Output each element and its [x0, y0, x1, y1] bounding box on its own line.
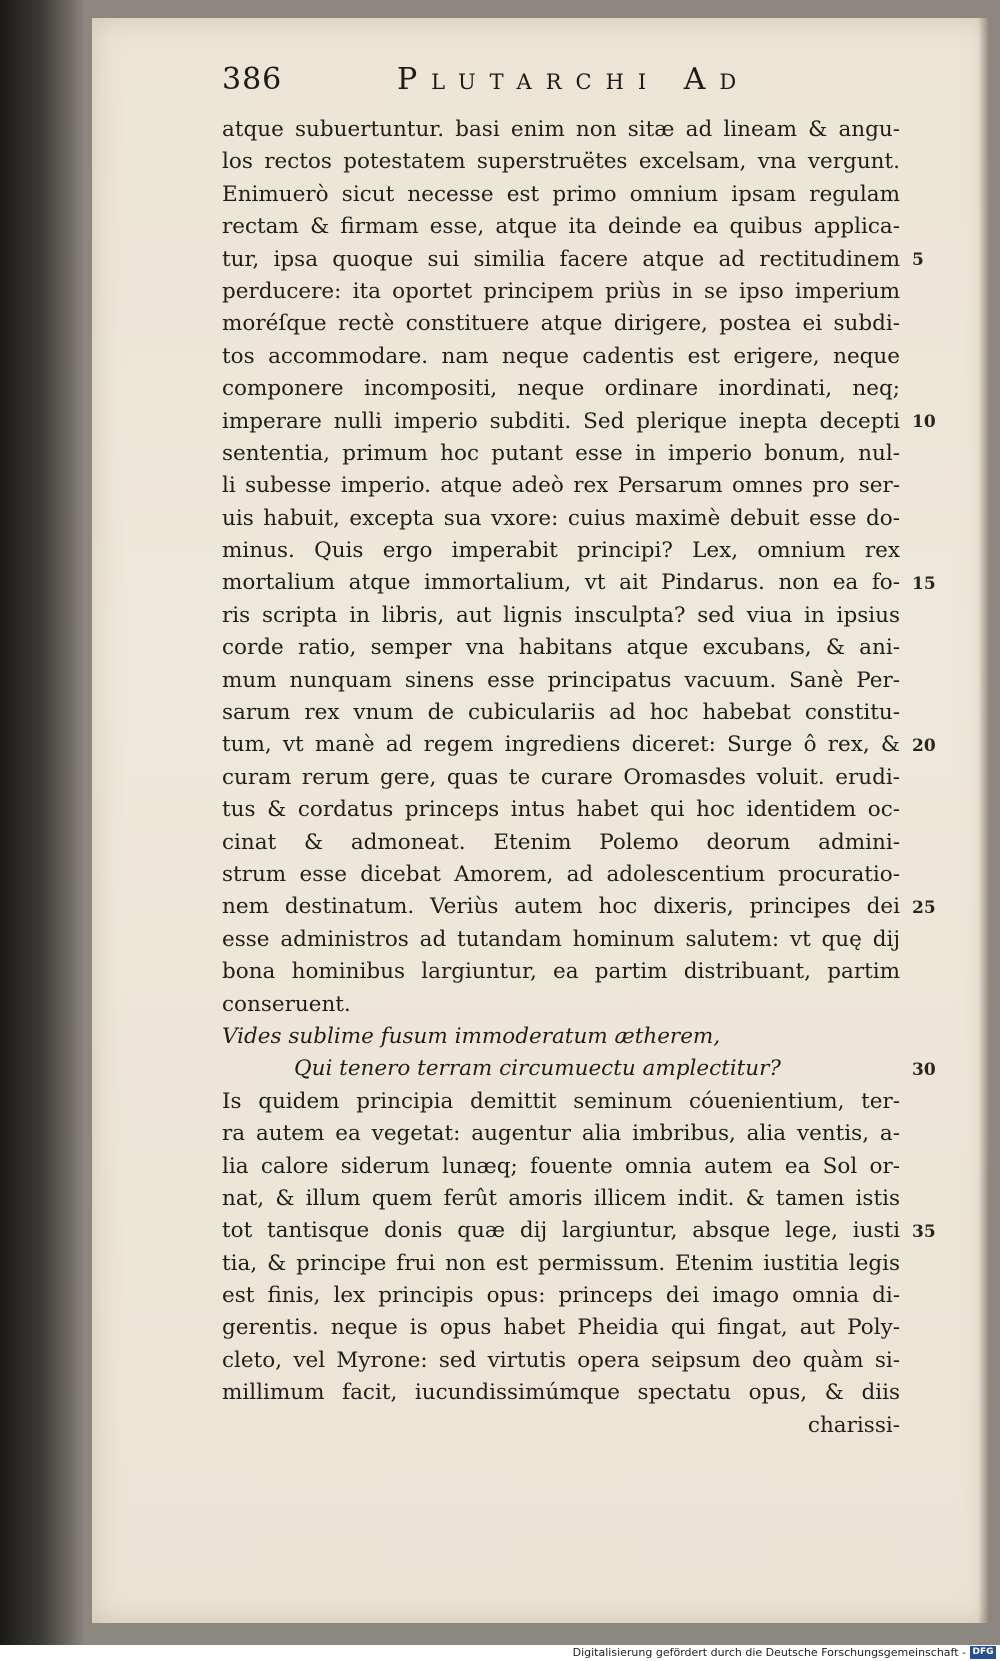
margin-line-number: 5 [912, 249, 924, 270]
margin-line-number: 25 [912, 897, 936, 918]
text-line: tos accommodare. nam neque cadentis est erigere, neque [222, 343, 900, 369]
text-line: est finis, lex principis opus: princeps dei imago omnia di- [222, 1283, 900, 1309]
text-line: ris scripta in libris, aut lignis insculpta? sed viua in ipsius [222, 602, 900, 628]
text-line: rectam & firmam esse, atque ita deinde ea quibus applica- [222, 214, 900, 240]
text-line: perducere: ita oportet principem priùs in se ipso imperium [222, 278, 900, 304]
text-line: sententia, primum hoc putant esse in imperio bonum, nul- [222, 440, 900, 466]
text-line: componere incompositi, neque ordinare inordinati, neq; [222, 376, 900, 402]
text-line: curam rerum gere, quas te curare Oromasdes voluit. erudi- [222, 764, 900, 790]
text-line: ra autem ea vegetat: augentur alia imbribus, alia ventis, a- [222, 1121, 900, 1147]
text-line: Vides sublime fusum immoderatum ætherem, [222, 1023, 721, 1049]
text-line: cinat & admoneat. Etenim Polemo deorum admini- [222, 829, 900, 855]
text-line: mum nunquam sinens esse principatus vacuum. Sanè Per- [222, 667, 900, 693]
text-line: cleto, vel Myrone: sed virtutis opera seipsum deo quàm si- [222, 1347, 900, 1373]
footer-bar [0, 1645, 1000, 1661]
text-line: atque subuertuntur. basi enim non sitæ ad lineam & angu- [222, 117, 900, 142]
text-line: imperare nulli imperio subditi. Sed plerique inepta decepti [222, 408, 900, 434]
text-line: Qui tenero terram circumuectu amplectitur? [294, 1056, 781, 1082]
text-line: esse administros ad tutandam hominum salutem: vt quę dij [222, 926, 900, 952]
text-line: tia, & principe frui non est permissum. Etenim iustitia legis [222, 1250, 900, 1276]
text-line: conseruent. [222, 991, 351, 1017]
text-line: li subesse imperio. atque adeò rex Persarum omnes pro ser- [222, 473, 900, 499]
text-line: moréſque rectè constituere atque dirigere, postea ei subdi- [222, 311, 900, 337]
margin-line-number: 20 [912, 735, 936, 756]
margin-line-number: 15 [912, 573, 936, 594]
text-line: los rectos potestatem superstruëtes excelsam, vna vergunt. [222, 149, 900, 175]
margin-line-number: 10 [912, 411, 936, 432]
text-line: mortalium atque immortalium, vt ait Pindarus. non ea fo- [222, 570, 900, 596]
text-line: strum esse dicebat Amorem, ad adolescentium procuratio- [222, 861, 900, 887]
margin-line-number: 30 [912, 1059, 936, 1080]
text-line: Enimuerò sicut necesse est primo omnium ipsam regulam [222, 181, 900, 207]
text-line: tus & cordatus princeps intus habet qui hoc identidem oc- [222, 797, 900, 823]
text-line: nat, & illum quem ferût amoris illicem indit. & tamen istis [222, 1185, 900, 1211]
dfg-logo: DFG [970, 1646, 996, 1659]
text-line: minus. Quis ergo imperabit principi? Lex, omnium rex [222, 538, 900, 564]
text-line: sarum rex vnum de cubiculariis ad hoc habebat constitu- [222, 700, 900, 726]
running-title: Plutarchi Ad [397, 62, 751, 97]
body-text [222, 114, 900, 1442]
line-number-margin [912, 114, 952, 1314]
funding-credit: Digitalisierung gefördert durch die Deutsche Forschungsgemeinschaft - [572, 1646, 966, 1659]
text-line: lia calore siderum lunæq; fouente omnia autem ea Sol or- [222, 1153, 900, 1179]
text-line: corde ratio, semper vna habitans atque excubans, & ani- [222, 635, 900, 661]
text-line: tur, ipsa quoque sui similia facere atque ad rectitudinem [222, 246, 900, 272]
text-line: gerentis. neque is opus habet Pheidia qui fingat, aut Poly- [222, 1315, 900, 1341]
running-head [222, 62, 902, 112]
margin-line-number: 35 [912, 1221, 936, 1242]
text-line: nem destinatum. Veriùs autem hoc dixeris, principes dei [222, 894, 900, 920]
text-line: Is quidem principia demittit seminum cóuenientium, ter- [222, 1088, 900, 1114]
page-number: 386 [222, 62, 283, 97]
text-line: tot tantisque donis quæ dij largiuntur, absque lege, iusti [222, 1218, 900, 1244]
text-line: uis habuit, excepta sua vxore: cuius maximè debuit esse do- [222, 505, 900, 531]
text-line: bona hominibus largiuntur, ea partim distribuant, partim [222, 959, 900, 985]
text-line: millimum facit, iucundissimúmque spectatu opus, & diis [222, 1380, 900, 1406]
text-line: tum, vt manè ad regem ingrediens diceret: Surge ô rex, & [222, 732, 900, 758]
page-edge-shadow [978, 18, 990, 1623]
text-line: charissi- [807, 1412, 900, 1438]
